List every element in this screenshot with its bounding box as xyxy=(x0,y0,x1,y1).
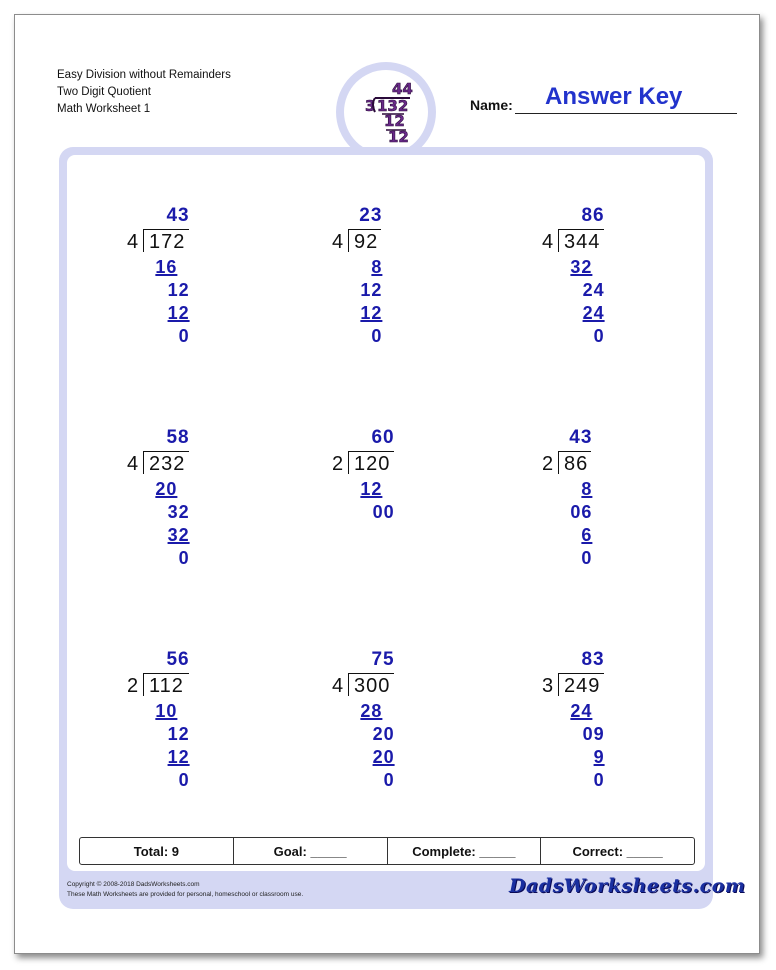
division-problem xyxy=(127,649,277,819)
worksheet-subtitle: Two Digit Quotient xyxy=(57,86,151,98)
problems-grid xyxy=(67,155,705,871)
work-step: 0 xyxy=(383,770,395,790)
dividend: 172 xyxy=(149,231,186,253)
work-step: 00 xyxy=(372,502,395,522)
quotient-answer: 60 xyxy=(371,427,395,448)
logo-divisor: 3 xyxy=(365,97,376,115)
quotient-answer: 43 xyxy=(166,205,190,226)
total-cell: Total: 9 xyxy=(80,838,234,864)
divisor: 4 xyxy=(332,231,344,253)
work-step: 0 xyxy=(178,770,190,790)
work-step: 24 xyxy=(582,280,605,300)
work-step: 8 xyxy=(371,257,383,277)
brand-logo: DadsWorksheets.com xyxy=(509,875,746,897)
work-step: 24 xyxy=(570,701,593,721)
work-step: 20 xyxy=(372,747,395,767)
division-problem xyxy=(332,205,482,375)
work-step: 32 xyxy=(167,502,190,522)
work-step: 12 xyxy=(167,280,190,300)
worksheet-title: Easy Division without Remainders xyxy=(57,69,231,81)
logo-dividend: 132 xyxy=(377,97,409,115)
division-problem xyxy=(542,649,692,819)
logo-quotient: 44 xyxy=(392,80,413,98)
dividend: 86 xyxy=(564,453,589,475)
work-step: 0 xyxy=(371,326,383,346)
worksheet-number: Math Worksheet 1 xyxy=(57,103,151,115)
work-step: 24 xyxy=(582,303,605,323)
dividend: 344 xyxy=(564,231,601,253)
work-step: 32 xyxy=(570,257,593,277)
dividend: 92 xyxy=(354,231,379,253)
work-step: 10 xyxy=(155,701,178,721)
dividend: 249 xyxy=(564,675,601,697)
work-step: 06 xyxy=(570,502,593,522)
usage-notice: These Math Worksheets are provided for personal, homeschool or classroom use. xyxy=(67,891,304,898)
name-underline xyxy=(515,113,737,114)
score-bar xyxy=(79,837,695,865)
work-step: 20 xyxy=(155,479,178,499)
division-logo-icon xyxy=(344,70,428,154)
correct-cell: Correct: _____ xyxy=(572,843,663,859)
quotient-answer: 43 xyxy=(569,427,593,448)
divisor: 4 xyxy=(127,231,139,253)
dividend: 120 xyxy=(354,453,391,475)
dividend: 300 xyxy=(354,675,391,697)
quotient-answer: 56 xyxy=(166,649,190,670)
divisor: 4 xyxy=(542,231,554,253)
worksheet-page xyxy=(14,14,760,954)
work-step: 20 xyxy=(372,724,395,744)
division-problem xyxy=(542,205,692,375)
work-step: 0 xyxy=(593,326,605,346)
complete-cell: Complete: _____ xyxy=(388,838,542,864)
quotient-answer: 23 xyxy=(359,205,383,226)
name-label: Name: xyxy=(470,97,513,113)
work-step: 12 xyxy=(360,280,383,300)
problems-panel xyxy=(59,147,713,909)
quotient-answer: 83 xyxy=(581,649,605,670)
work-step: 12 xyxy=(360,479,383,499)
work-step: 28 xyxy=(360,701,383,721)
work-step: 6 xyxy=(581,525,593,545)
work-step: 8 xyxy=(581,479,593,499)
answer-key-heading: Answer Key xyxy=(545,83,683,110)
quotient-answer: 86 xyxy=(581,205,605,226)
divisor: 4 xyxy=(332,675,344,697)
work-step: 0 xyxy=(593,770,605,790)
work-step: 12 xyxy=(360,303,383,323)
goal-cell: Goal: _____ xyxy=(234,838,388,864)
division-problem xyxy=(127,205,277,375)
work-step: 32 xyxy=(167,525,190,545)
divisor: 4 xyxy=(127,453,139,475)
dividend: 232 xyxy=(149,453,186,475)
division-problem xyxy=(127,427,277,597)
work-step: 12 xyxy=(167,747,190,767)
work-step: 12 xyxy=(167,303,190,323)
divisor: 2 xyxy=(332,453,344,475)
quotient-answer: 75 xyxy=(371,649,395,670)
dividend: 112 xyxy=(149,675,184,697)
division-problem xyxy=(332,427,482,597)
division-problem xyxy=(542,427,692,597)
work-step: 0 xyxy=(178,548,190,568)
divisor: 3 xyxy=(542,675,554,697)
work-step: 12 xyxy=(167,724,190,744)
work-step: 9 xyxy=(593,747,605,767)
work-step: 16 xyxy=(155,257,178,277)
divisor: 2 xyxy=(127,675,139,697)
work-step: 09 xyxy=(582,724,605,744)
logo-step-1: 12 xyxy=(384,112,405,130)
division-problem xyxy=(332,649,482,819)
divisor: 2 xyxy=(542,453,554,475)
quotient-answer: 58 xyxy=(166,427,190,448)
copyright-text: Copyright © 2008-2018 DadsWorksheets.com xyxy=(67,881,200,888)
work-step: 0 xyxy=(581,548,593,568)
work-step: 0 xyxy=(178,326,190,346)
logo-step-2: 12 xyxy=(388,128,409,146)
